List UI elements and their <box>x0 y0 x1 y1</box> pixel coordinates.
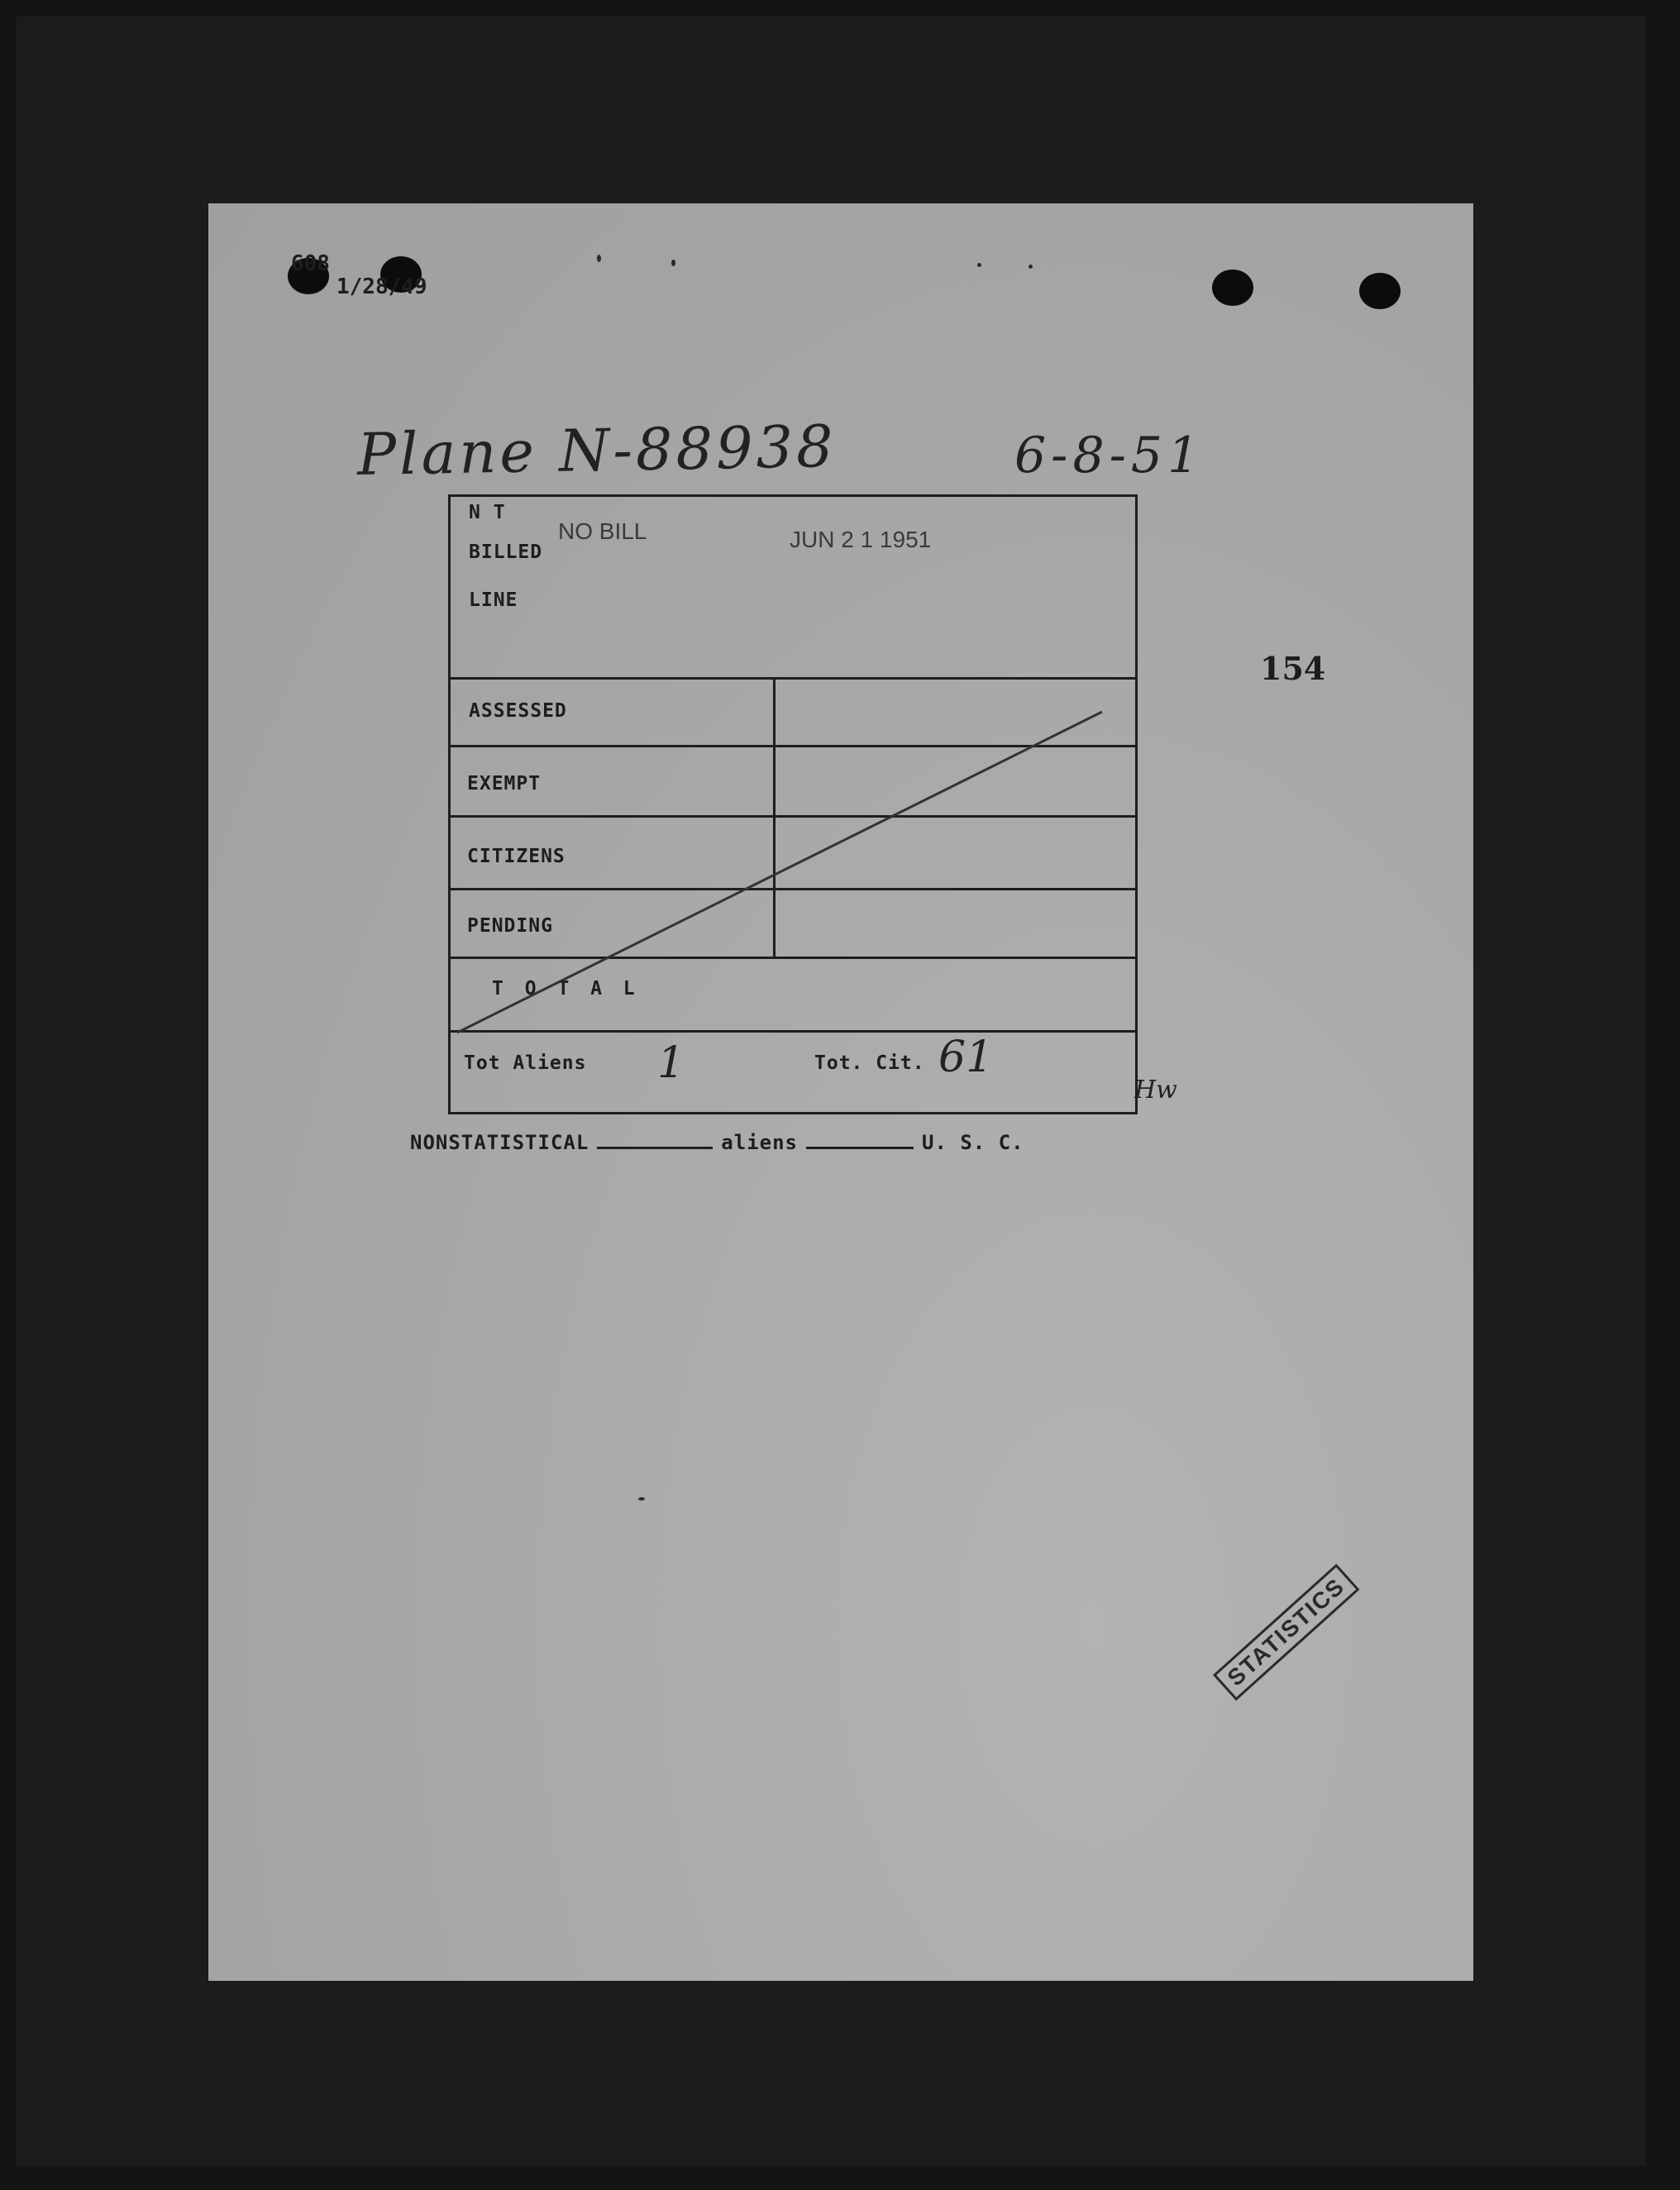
label-usc: U. S. C. <box>922 1131 1024 1154</box>
form-date: 1/28/49 <box>336 274 427 299</box>
received-date-stamp: JUN 2 1 1951 <box>790 527 932 552</box>
speck <box>977 263 981 267</box>
handwritten-plane-number: Plane N-88938 <box>356 412 838 489</box>
label-billed: BILLED <box>469 542 543 563</box>
handwritten-initials: Hw <box>1134 1076 1177 1105</box>
handwritten-tot-cit: 61 <box>938 1033 994 1082</box>
no-bill-stamp: NO BILL <box>558 518 647 544</box>
label-tot-cit: Tot. Cit. <box>814 1052 925 1074</box>
speck <box>671 260 675 266</box>
punch-hole <box>1212 270 1253 306</box>
label-line: LINE <box>469 589 518 611</box>
speck <box>597 255 601 262</box>
label-assessed: ASSESSED <box>469 700 567 722</box>
label-nonstatistical: NONSTATISTICAL <box>410 1131 589 1154</box>
punch-hole <box>1359 273 1401 309</box>
speck <box>1029 265 1033 269</box>
speck <box>638 1497 645 1501</box>
statistics-form-box <box>448 494 1138 1114</box>
form-number: 608 <box>291 251 330 276</box>
page-number: 154 <box>1260 650 1326 687</box>
document-page <box>208 203 1473 1981</box>
label-nt: N T <box>469 502 506 523</box>
label-exempt: EXEMPT <box>467 773 542 794</box>
blank-field <box>597 1147 713 1149</box>
label-pending: PENDING <box>467 915 553 937</box>
blank-field <box>806 1147 914 1149</box>
strike-through-line <box>451 497 1140 1117</box>
handwritten-tot-aliens: 1 <box>657 1038 685 1088</box>
label-aliens: aliens <box>721 1131 798 1154</box>
statistics-stamp: STATISTICS <box>1213 1563 1360 1701</box>
handwritten-date: 6-8-51 <box>1014 427 1205 484</box>
nonstatistical-line <box>410 1131 1024 1154</box>
label-citizens: CITIZENS <box>467 846 566 867</box>
label-tot-aliens: Tot Aliens <box>464 1052 587 1074</box>
label-total: T O T A L <box>492 978 640 1000</box>
